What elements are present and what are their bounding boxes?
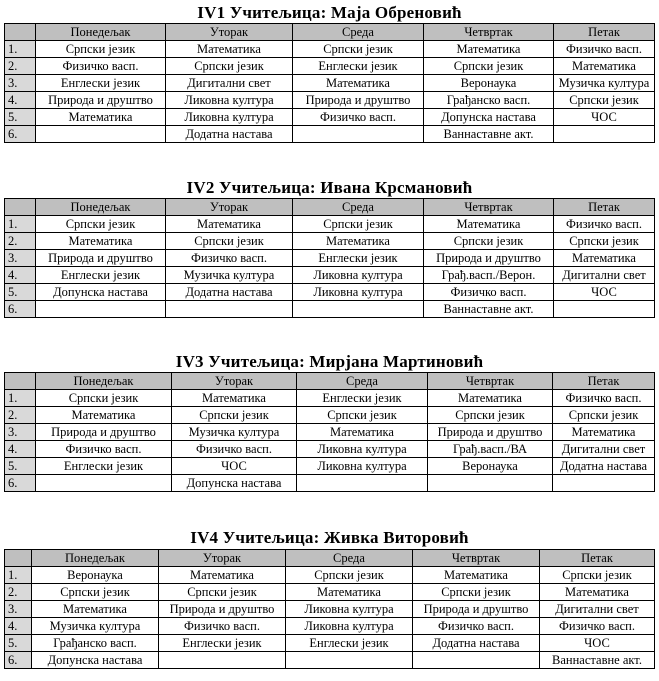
lesson-cell: Српски језик (166, 58, 293, 75)
lesson-cell: Дигитални свет (540, 601, 655, 618)
lesson-cell: Српски језик (159, 584, 286, 601)
period-number: 1. (5, 390, 36, 407)
lesson-cell (36, 126, 166, 143)
schedule-table (4, 372, 655, 492)
period-number: 3. (5, 424, 36, 441)
lesson-cell: Српски језик (428, 407, 553, 424)
schedule-title: IV2 Учитељица: Ивана Крсмановић (186, 178, 473, 197)
day-header: Уторак (172, 373, 297, 390)
day-header: Уторак (166, 24, 293, 41)
lesson-cell (297, 475, 428, 492)
lesson-cell: Српски језик (293, 216, 424, 233)
lesson-cell: Српски језик (554, 92, 655, 109)
schedule-table (4, 549, 655, 669)
lesson-cell: Српски језик (540, 567, 655, 584)
header-row (5, 199, 655, 216)
lesson-cell: Физичко васп. (159, 618, 286, 635)
lesson-cell: Допунска настава (424, 109, 554, 126)
lesson-cell: Математика (166, 216, 293, 233)
lesson-cell: Математика (428, 390, 553, 407)
lesson-cell: Физичко васп. (554, 41, 655, 58)
lesson-cell: Допунска настава (172, 475, 297, 492)
lesson-cell: Српски језик (297, 407, 428, 424)
table-row (5, 216, 655, 233)
schedule-iv2 (0, 178, 659, 316)
lesson-cell: ЧОС (554, 109, 655, 126)
lesson-cell: Ваннаставне акт. (424, 126, 554, 143)
lesson-cell: Физичко васп. (413, 618, 540, 635)
lesson-cell: Грађ.васп./ВА (428, 441, 553, 458)
day-header: Понедељак (36, 373, 172, 390)
lesson-cell: ЧОС (554, 284, 655, 301)
lesson-cell (36, 301, 166, 318)
corner-cell (5, 373, 36, 390)
lesson-cell: Физичко васп. (424, 284, 554, 301)
lesson-cell: Математика (36, 233, 166, 250)
period-number: 3. (5, 250, 36, 267)
lesson-cell: Природа и друштво (424, 250, 554, 267)
lesson-cell: Математика (554, 58, 655, 75)
lesson-cell (554, 301, 655, 318)
schedule-iv3 (0, 352, 659, 490)
lesson-cell: Природа и друштво (293, 92, 424, 109)
lesson-cell: Физичко васп. (540, 618, 655, 635)
lesson-cell: Грађ.васп./Верон. (424, 267, 554, 284)
period-number: 3. (5, 75, 36, 92)
lesson-cell: Ликовна култура (286, 601, 413, 618)
table-row (5, 41, 655, 58)
lesson-cell: Природа и друштво (428, 424, 553, 441)
period-number: 4. (5, 441, 36, 458)
period-number: 6. (5, 475, 36, 492)
lesson-cell: Енглески језик (293, 250, 424, 267)
table-row (5, 601, 655, 618)
lesson-cell: Српски језик (36, 216, 166, 233)
period-number: 5. (5, 284, 36, 301)
lesson-cell (166, 301, 293, 318)
day-header: Петак (554, 24, 655, 41)
lesson-cell: Ликовна култура (166, 92, 293, 109)
lesson-cell: Српски језик (286, 567, 413, 584)
day-header: Среда (286, 550, 413, 567)
lesson-cell: Математика (32, 601, 159, 618)
lesson-cell: Математика (297, 424, 428, 441)
period-number: 5. (5, 109, 36, 126)
lesson-cell: Природа и друштво (36, 92, 166, 109)
day-header: Понедељак (36, 199, 166, 216)
table-row (5, 58, 655, 75)
lesson-cell: Енглески језик (36, 75, 166, 92)
day-header: Петак (553, 373, 655, 390)
corner-cell (5, 199, 36, 216)
day-header: Среда (293, 24, 424, 41)
day-header: Петак (540, 550, 655, 567)
lesson-cell: Физичко васп. (36, 441, 172, 458)
lesson-cell: Математика (159, 567, 286, 584)
table-row (5, 652, 655, 669)
lesson-cell: Музичка култура (32, 618, 159, 635)
period-number: 4. (5, 92, 36, 109)
period-number: 5. (5, 458, 36, 475)
lesson-cell: Српски језик (36, 41, 166, 58)
day-header: Среда (297, 373, 428, 390)
lesson-cell: Музичка култура (554, 75, 655, 92)
lesson-cell (36, 475, 172, 492)
table-row (5, 250, 655, 267)
table-row (5, 475, 655, 492)
lesson-cell: Српски језик (553, 407, 655, 424)
lesson-cell: Ваннаставне акт. (540, 652, 655, 669)
table-row (5, 407, 655, 424)
lesson-cell: Математика (36, 109, 166, 126)
lesson-cell: Српски језик (172, 407, 297, 424)
lesson-cell: Српски језик (424, 233, 554, 250)
period-number: 4. (5, 618, 32, 635)
lesson-cell (553, 475, 655, 492)
day-header: Четвртак (424, 199, 554, 216)
lesson-cell: Грађанско васп. (424, 92, 554, 109)
table-row (5, 584, 655, 601)
table-row (5, 109, 655, 126)
lesson-cell (286, 652, 413, 669)
corner-cell (5, 550, 32, 567)
schedule-title: IV3 Учитељица: Мирјана Мартиновић (175, 352, 484, 371)
lesson-cell: Дигитални свет (554, 267, 655, 284)
lesson-cell: Српски језик (36, 390, 172, 407)
lesson-cell: Ликовна култура (297, 458, 428, 475)
lesson-cell: Енглески језик (36, 267, 166, 284)
period-number: 2. (5, 233, 36, 250)
period-number: 1. (5, 41, 36, 58)
day-header: Уторак (166, 199, 293, 216)
lesson-cell (554, 126, 655, 143)
lesson-cell: Додатна настава (553, 458, 655, 475)
lesson-cell: Математика (413, 567, 540, 584)
period-number: 2. (5, 407, 36, 424)
lesson-cell: Ликовна култура (286, 618, 413, 635)
lesson-cell: Математика (286, 584, 413, 601)
lesson-cell: Физичко васп. (293, 109, 424, 126)
lesson-cell: Музичка култура (166, 267, 293, 284)
lesson-cell: Природа и друштво (413, 601, 540, 618)
lesson-cell: Грађанско васп. (32, 635, 159, 652)
lesson-cell: Ликовна култура (297, 441, 428, 458)
lesson-cell: Додатна настава (166, 126, 293, 143)
lesson-cell: Математика (424, 216, 554, 233)
table-row (5, 458, 655, 475)
day-header: Понедељак (36, 24, 166, 41)
lesson-cell: Физичко васп. (554, 216, 655, 233)
day-header: Уторак (159, 550, 286, 567)
table-row (5, 390, 655, 407)
day-header: Петак (554, 199, 655, 216)
table-row (5, 267, 655, 284)
table-row (5, 92, 655, 109)
lesson-cell (293, 126, 424, 143)
lesson-cell: Природа и друштво (36, 250, 166, 267)
lesson-cell: Српски језик (554, 233, 655, 250)
lesson-cell: Веронаука (424, 75, 554, 92)
table-row (5, 301, 655, 318)
period-number: 2. (5, 58, 36, 75)
lesson-cell (428, 475, 553, 492)
lesson-cell: Дигитални свет (553, 441, 655, 458)
period-number: 1. (5, 216, 36, 233)
lesson-cell: Енглески језик (36, 458, 172, 475)
lesson-cell: Природа и друштво (159, 601, 286, 618)
table-row (5, 284, 655, 301)
lesson-cell: Ликовна култура (166, 109, 293, 126)
period-number: 6. (5, 652, 32, 669)
lesson-cell: Математика (293, 75, 424, 92)
table-row (5, 441, 655, 458)
header-row (5, 373, 655, 390)
lesson-cell: Српски језик (424, 58, 554, 75)
table-row (5, 126, 655, 143)
lesson-cell: Додатна настава (166, 284, 293, 301)
lesson-cell: Енглески језик (286, 635, 413, 652)
lesson-cell: Математика (554, 250, 655, 267)
lesson-cell: Допунска настава (36, 284, 166, 301)
lesson-cell: Математика (553, 424, 655, 441)
lesson-cell: Физичко васп. (166, 250, 293, 267)
table-row (5, 233, 655, 250)
lesson-cell: Математика (36, 407, 172, 424)
lesson-cell: Ликовна култура (293, 284, 424, 301)
lesson-cell: Ликовна култура (293, 267, 424, 284)
lesson-cell (413, 652, 540, 669)
lesson-cell: Дигитални свет (166, 75, 293, 92)
day-header: Среда (293, 199, 424, 216)
lesson-cell (293, 301, 424, 318)
day-header: Четвртак (413, 550, 540, 567)
period-number: 6. (5, 126, 36, 143)
lesson-cell: Математика (293, 233, 424, 250)
table-row (5, 75, 655, 92)
lesson-cell: Физичко васп. (172, 441, 297, 458)
day-header: Четвртак (424, 24, 554, 41)
lesson-cell: Математика (424, 41, 554, 58)
lesson-cell: Математика (172, 390, 297, 407)
schedule-table (4, 198, 655, 318)
lesson-cell: Српски језик (166, 233, 293, 250)
lesson-cell: Српски језик (32, 584, 159, 601)
period-number: 1. (5, 567, 32, 584)
lesson-cell: Српски језик (293, 41, 424, 58)
lesson-cell: Енглески језик (297, 390, 428, 407)
schedule-iv1 (0, 3, 659, 141)
corner-cell (5, 24, 36, 41)
lesson-cell: Математика (166, 41, 293, 58)
table-row (5, 424, 655, 441)
lesson-cell: Физичко васп. (36, 58, 166, 75)
lesson-cell: Допунска настава (32, 652, 159, 669)
lesson-cell: ЧОС (540, 635, 655, 652)
period-number: 4. (5, 267, 36, 284)
period-number: 3. (5, 601, 32, 618)
table-row (5, 635, 655, 652)
lesson-cell: Енглески језик (159, 635, 286, 652)
schedule-title: IV1 Учитељица: Маја Обреновић (197, 3, 462, 22)
schedule-iv4 (0, 528, 659, 667)
lesson-cell: Музичка култура (172, 424, 297, 441)
day-header: Четвртак (428, 373, 553, 390)
day-header: Понедељак (32, 550, 159, 567)
lesson-cell: Природа и друштво (36, 424, 172, 441)
period-number: 2. (5, 584, 32, 601)
lesson-cell: Математика (540, 584, 655, 601)
lesson-cell: Енглески језик (293, 58, 424, 75)
period-number: 5. (5, 635, 32, 652)
table-row (5, 618, 655, 635)
lesson-cell: Ваннаставне акт. (424, 301, 554, 318)
schedule-table (4, 23, 655, 143)
table-row (5, 567, 655, 584)
lesson-cell: ЧОС (172, 458, 297, 475)
schedule-title: IV4 Учитељица: Живка Виторовић (190, 528, 469, 547)
lesson-cell: Српски језик (413, 584, 540, 601)
lesson-cell (159, 652, 286, 669)
header-row (5, 24, 655, 41)
lesson-cell: Додатна настава (413, 635, 540, 652)
lesson-cell: Веронаука (428, 458, 553, 475)
lesson-cell: Веронаука (32, 567, 159, 584)
lesson-cell: Физичко васп. (553, 390, 655, 407)
header-row (5, 550, 655, 567)
period-number: 6. (5, 301, 36, 318)
